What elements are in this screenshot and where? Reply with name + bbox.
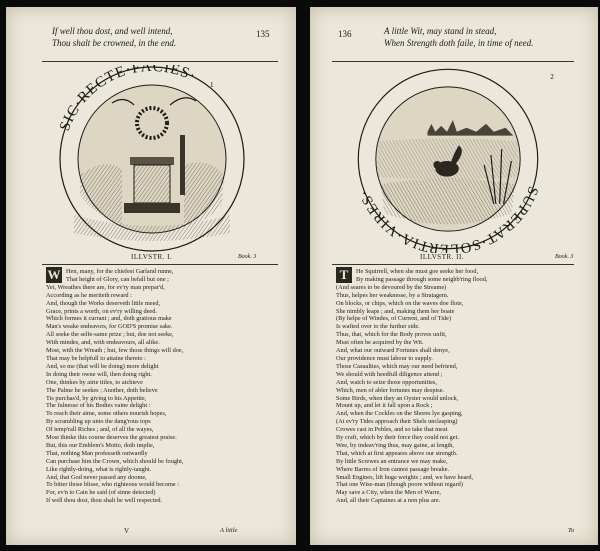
verse-line: Tis purchas'd, by giving to his Appetite, xyxy=(46,394,147,402)
wreath-pedestal-illustration xyxy=(34,65,270,253)
verse-line: To reach their aime, some others nourish hopes, xyxy=(46,410,167,418)
signature-mark: V xyxy=(124,527,130,535)
verse-line: He Squirrell, when she must goe seeke her food, xyxy=(356,268,479,275)
verse-line: By making passage through some neighb'ring flood, xyxy=(356,275,488,283)
verse-line: And, that God never passed any doome, xyxy=(46,473,147,481)
verse-line: Yet, Wreathes there are, for ev'ry man prepar'd, xyxy=(46,283,165,291)
verse-line: That may be helpfull to attaine thereto : xyxy=(46,354,146,362)
verse-line: Hen, many, for the chiefest Garland runne, xyxy=(66,268,174,275)
drop-cap: W xyxy=(47,267,61,282)
squirrel-river-illustration xyxy=(330,65,566,253)
left-page xyxy=(6,7,296,545)
verse-line: All seeke the selfe-same prize ; but, doe not seeke, xyxy=(46,331,174,339)
verse-line: And, when the Cockles on the Shores lye gasping, xyxy=(336,410,463,418)
ring-inscription: SIC·RECTE·FACIES· xyxy=(56,65,199,134)
verse-line: Most thinke this course deserves the greatest praise. xyxy=(46,434,177,442)
caption-rule xyxy=(42,264,278,265)
verse-line: And, watch to seize those opportunities, xyxy=(336,378,437,386)
emblem-motto: If well thou dost, and well intend, Thou shalt be crowned, in the end. xyxy=(52,26,177,48)
right-page xyxy=(310,7,598,545)
catchword: To xyxy=(568,527,575,534)
verse-line: The fulnesse of his Bodies vaine delight : xyxy=(46,402,151,410)
verse-line: The Palme he seekes ; Another, doth believe xyxy=(46,386,158,394)
verse-line: That, which at first appeares above our strength. xyxy=(336,449,458,457)
verse-line: To bitter those blisse, who righteous would become : xyxy=(46,481,179,489)
verse-line: Thus, that, which for the Body proves unfit, xyxy=(336,331,447,339)
verse-line: And, all their Captaines at a non plus are. xyxy=(336,497,441,505)
emblem-number: 1 xyxy=(210,81,214,89)
verse-line: By scrambling up unto the dang'rous tops xyxy=(46,418,151,426)
verse-line: Some Birds, when they an Oyster would unlock, xyxy=(336,394,459,402)
verse-line: May save a City, when the Men of Warre, xyxy=(336,489,441,497)
verse-line: Can purchase him the Crown, which should be fought, xyxy=(46,457,184,465)
emblem-number: 2 xyxy=(550,74,554,82)
verse-line: Those Casualties, which may our need befriend, xyxy=(336,362,458,370)
verse-line: But, this our Emblem's Motto, doth implie, xyxy=(46,441,155,449)
header-rule xyxy=(42,61,278,62)
verse-line: That, nothing Man professeth outwardly xyxy=(46,449,148,457)
header-rule xyxy=(332,61,574,62)
verse-line: Small Engines, lift huge weights ; and, we have heard, xyxy=(336,473,474,481)
verse-text xyxy=(46,268,284,505)
verse-line: According as he meriteth reward : xyxy=(46,291,132,299)
verse-line: Where Barres of Iron cannot passage breake. xyxy=(336,465,450,473)
verse-line: By craft, which by their force they could not get. xyxy=(336,434,459,442)
verse-line: That height of Glory, can befall but one ; xyxy=(66,275,169,283)
verse-line: With mindes, and, with endeavours, all alike. xyxy=(46,339,160,347)
verse-line: Which, men of abler fortunes may despise. xyxy=(336,386,445,394)
caption-rule xyxy=(332,264,574,265)
verse-line: (And seares to be devoured by the Streame) xyxy=(336,283,447,291)
verse-line: Most, with the Wreath ; but, few those things will doe, xyxy=(46,347,184,355)
emblem-motto: A little Wit, may stand in stead, When Strength doth faile, in time of need. xyxy=(384,26,534,48)
verse-line: Man's weake endeavors, for GOD'S promise sake. xyxy=(46,323,173,331)
verse-line: For, ev'n to Cain he said (of sinne detected) xyxy=(46,489,156,497)
verse-line: Mount up, and let it fall upon a Rock ; xyxy=(336,402,433,410)
verse-line: Like rightly-doing, what is rightly-taught. xyxy=(46,465,152,473)
verse-line: Wee, by indeav'ring thus, may gaine, at length, xyxy=(336,441,454,449)
verse-line: And, though the Works deserveth little meed, xyxy=(46,299,161,307)
verse-line: Of temp'rall Riches ; and, of all the wayes, xyxy=(46,426,154,434)
verse-line: Grace, prints a worth, on ev'ry willing deed. xyxy=(46,307,157,315)
verse-line: That one Wise-man (though poore without regard) xyxy=(336,481,463,489)
verse-line: And, what our outward Fortunes shall denye, xyxy=(336,347,450,355)
verse-line: (At ev'ry Tides approach their Shels unclasping) xyxy=(336,418,458,426)
page-number: 135 xyxy=(256,29,270,39)
verse-line: Crowes cast in Pebles, and so take that meat xyxy=(336,426,448,434)
verse-line: One, thinkes by airie titles, to atchieve xyxy=(46,378,143,386)
verse-line: Thus, helpes her weaknesse, by a Stratagem. xyxy=(336,291,449,299)
verse-line: (By helpe of Windes, of Current, and of Tide) xyxy=(336,315,452,323)
illustration-label: ILLVSTR. II. xyxy=(420,253,465,261)
verse-line: In doing their owne will, then doing right. xyxy=(46,370,152,378)
verse-line: Is wafted over to the further side. xyxy=(336,323,420,331)
verse-line: By little Screwes an entrance we may make, xyxy=(336,457,448,465)
book-label: Book. 3 xyxy=(238,254,257,260)
illustration-label: ILLVSTR. I. xyxy=(131,253,173,261)
catchword: A little xyxy=(220,527,238,534)
emblem-engraving-wreath xyxy=(34,65,270,253)
verse-line: Our providence must labour to supply. xyxy=(336,354,433,362)
verse-line: We should with heedfull diligence attend ; xyxy=(336,370,443,378)
drop-cap: T xyxy=(336,267,352,283)
verse-line: On blocks, or chips, which on the waves doe flote, xyxy=(336,299,464,307)
book-label: Book. 3 xyxy=(555,254,574,260)
verse-line: If well thou dost, thou shalt be well respected. xyxy=(46,497,163,505)
verse-line: And, so me (that will be doing) more delight xyxy=(46,362,159,370)
page-number: 136 xyxy=(338,29,352,39)
verse-line: She nimbly leaps ; and, making them her boate xyxy=(336,307,455,315)
verse-line: Which formes it currant ; and, doth gratious make xyxy=(46,315,172,323)
verse-line: Must often be acquired by the Wit. xyxy=(336,339,424,347)
verse-text xyxy=(336,268,578,505)
ring-inscription: SUPERAT·SOLERTIA·VIRES· xyxy=(356,184,541,253)
emblem-engraving-squirrel xyxy=(330,65,566,253)
